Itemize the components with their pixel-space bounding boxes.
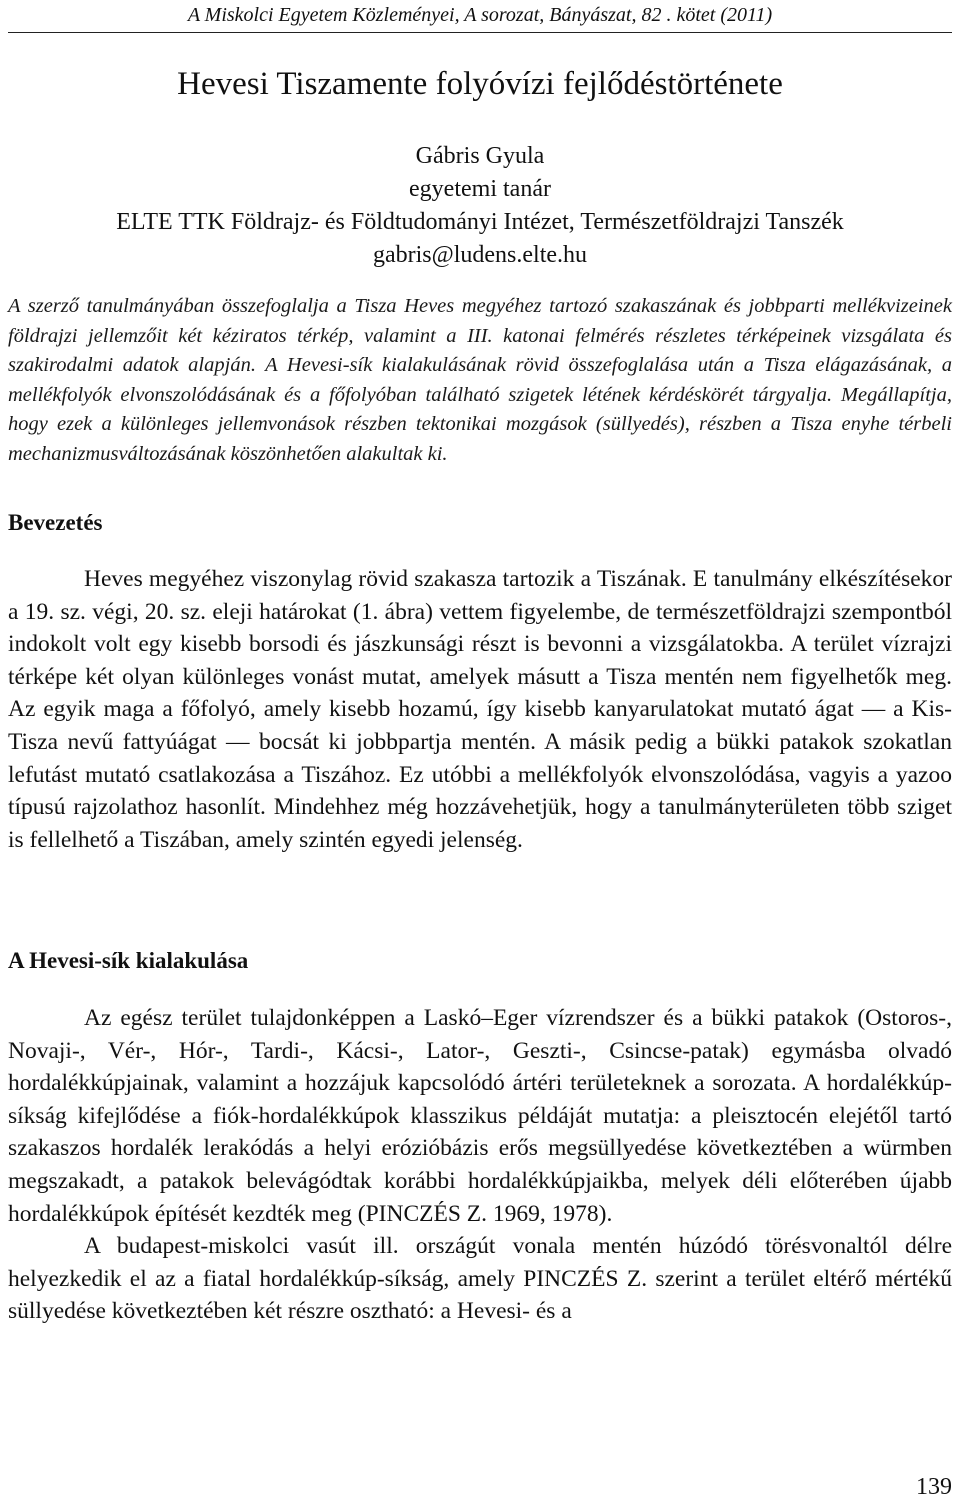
paragraph: Heves megyéhez viszonylag rövid szakasza tartozik a Tiszának. E tanulmány elkészítésekor a 19. sz. végi, 20. sz. eleji határokat (1. ábra) vettem figyelembe, de természetföldrajzi szempontból indokolt volt egy kisebb borsodi és jászkunsági részt is bevonni a vizsgálatokba. A terület vízrajzi térképe két olyan különleges vonást mutat, amelyek másutt a Tisza mentén nem figyelhetők meg. Az egyik maga a főfolyó, amely kisebb hozamú, így kisebb kanyarulatokat mutató ágat — a Kis-Tisza nevű fattyúágat — bocsát ki jobbpartja mentén. A másik pedig a bükki patakok szokatlan lefutást mutató csatlakozása a Tiszához. Ez utóbbi a mellékfolyók elvonszolódása, vagyis a yazoo típusú rajzolathoz hasonlít. Mindehhez még hozzávehetjük, hogy a tanulmányterületen több sziget is fellelhető a Tiszában, amely szintén egyedi jelenség. <box>8 566 952 853</box>
section-heading-introduction: Bevezetés <box>8 510 103 535</box>
author-name: Gábris Gyula <box>415 143 545 169</box>
author-position: egyetemi tanár <box>409 176 551 202</box>
abstract: A szerző tanulmányában összefoglalja a Tisza Heves megyéhez tartozó szakaszának és jobbparti mellékvizeinek földrajzi jellemzőit két kéziratos térkép, valamint a III. katonai felmérés részletes térképeinek vizsgálata és szakirodalmi adatok alapján. A Hevesi-sík kialakulásának rövid összefoglalása után a Tisza elágazásának, a mellékfolyók elvonszolódásának és a főfolyóban található szigetek létének kérdéskörét tárgyalja. Megállapítja, hogy ezek a különleges jellemvonások részben tektonikai mozgások (süllyedés), részben a Tisza enyhe térbeli mechanizmusváltozásának köszönhetően alakultak ki. <box>8 295 952 465</box>
running-head: A Miskolci Egyetem Közleményei, A sorozat, Bányászat, 82 . kötet (2011) <box>187 4 773 26</box>
section-heading-hevesi-sik: A Hevesi-sík kialakulása <box>8 948 249 973</box>
section-body-hevesi-sik <box>8 1002 952 1328</box>
article-title: Hevesi Tiszamente folyóvízi fejlődéstörténete <box>177 66 783 102</box>
paragraph: A budapest-miskolci vasút ill. országút vonala mentén húzódó törésvonaltól délre helyezkedik el az a fiatal hordalékkúp-síkság, amely PINCZÉS Z. szerint a terület eltérő mértékű süllyedése következtében két részre osztható: a Hevesi- és a <box>8 1233 952 1325</box>
page-number: 139 <box>916 1474 952 1500</box>
section-body-introduction <box>8 563 952 856</box>
header-rule <box>8 32 952 33</box>
paragraph: Az egész terület tulajdonképpen a Laskó–Eger vízrendszer és a bükki patakok (Ostoros-, Novaji-, Vér-, Hór-, Tardi-, Kácsi-, Lator-, Geszti-, Csincse-patak) egymásba olvadó hordalékkúpjainak, valamint a hozzájuk kapcsolódó ártéri területeknek a sorozata. A hordalékkúp-síkság kifejlődése a fiók-hordalékkúpok klasszikus példáját mutatja: a pleisztocén elejétől tartó szakaszos hordalék lerakódás a helyi erózióbázis erős megsüllyedése következtében a würmben megszakadt, a patakok belevágódtak korábbi hordalékkúpjaikba, melyek déli előterében újabb hordalékkúpok építését kezdték meg (PINCZÉS Z. 1969, 1978). <box>8 1005 952 1227</box>
author-email[interactable]: gabris@ludens.elte.hu <box>372 242 588 268</box>
author-affiliation: ELTE TTK Földrajz- és Földtudományi Intézet, Természetföldrajzi Tanszék <box>116 209 844 235</box>
